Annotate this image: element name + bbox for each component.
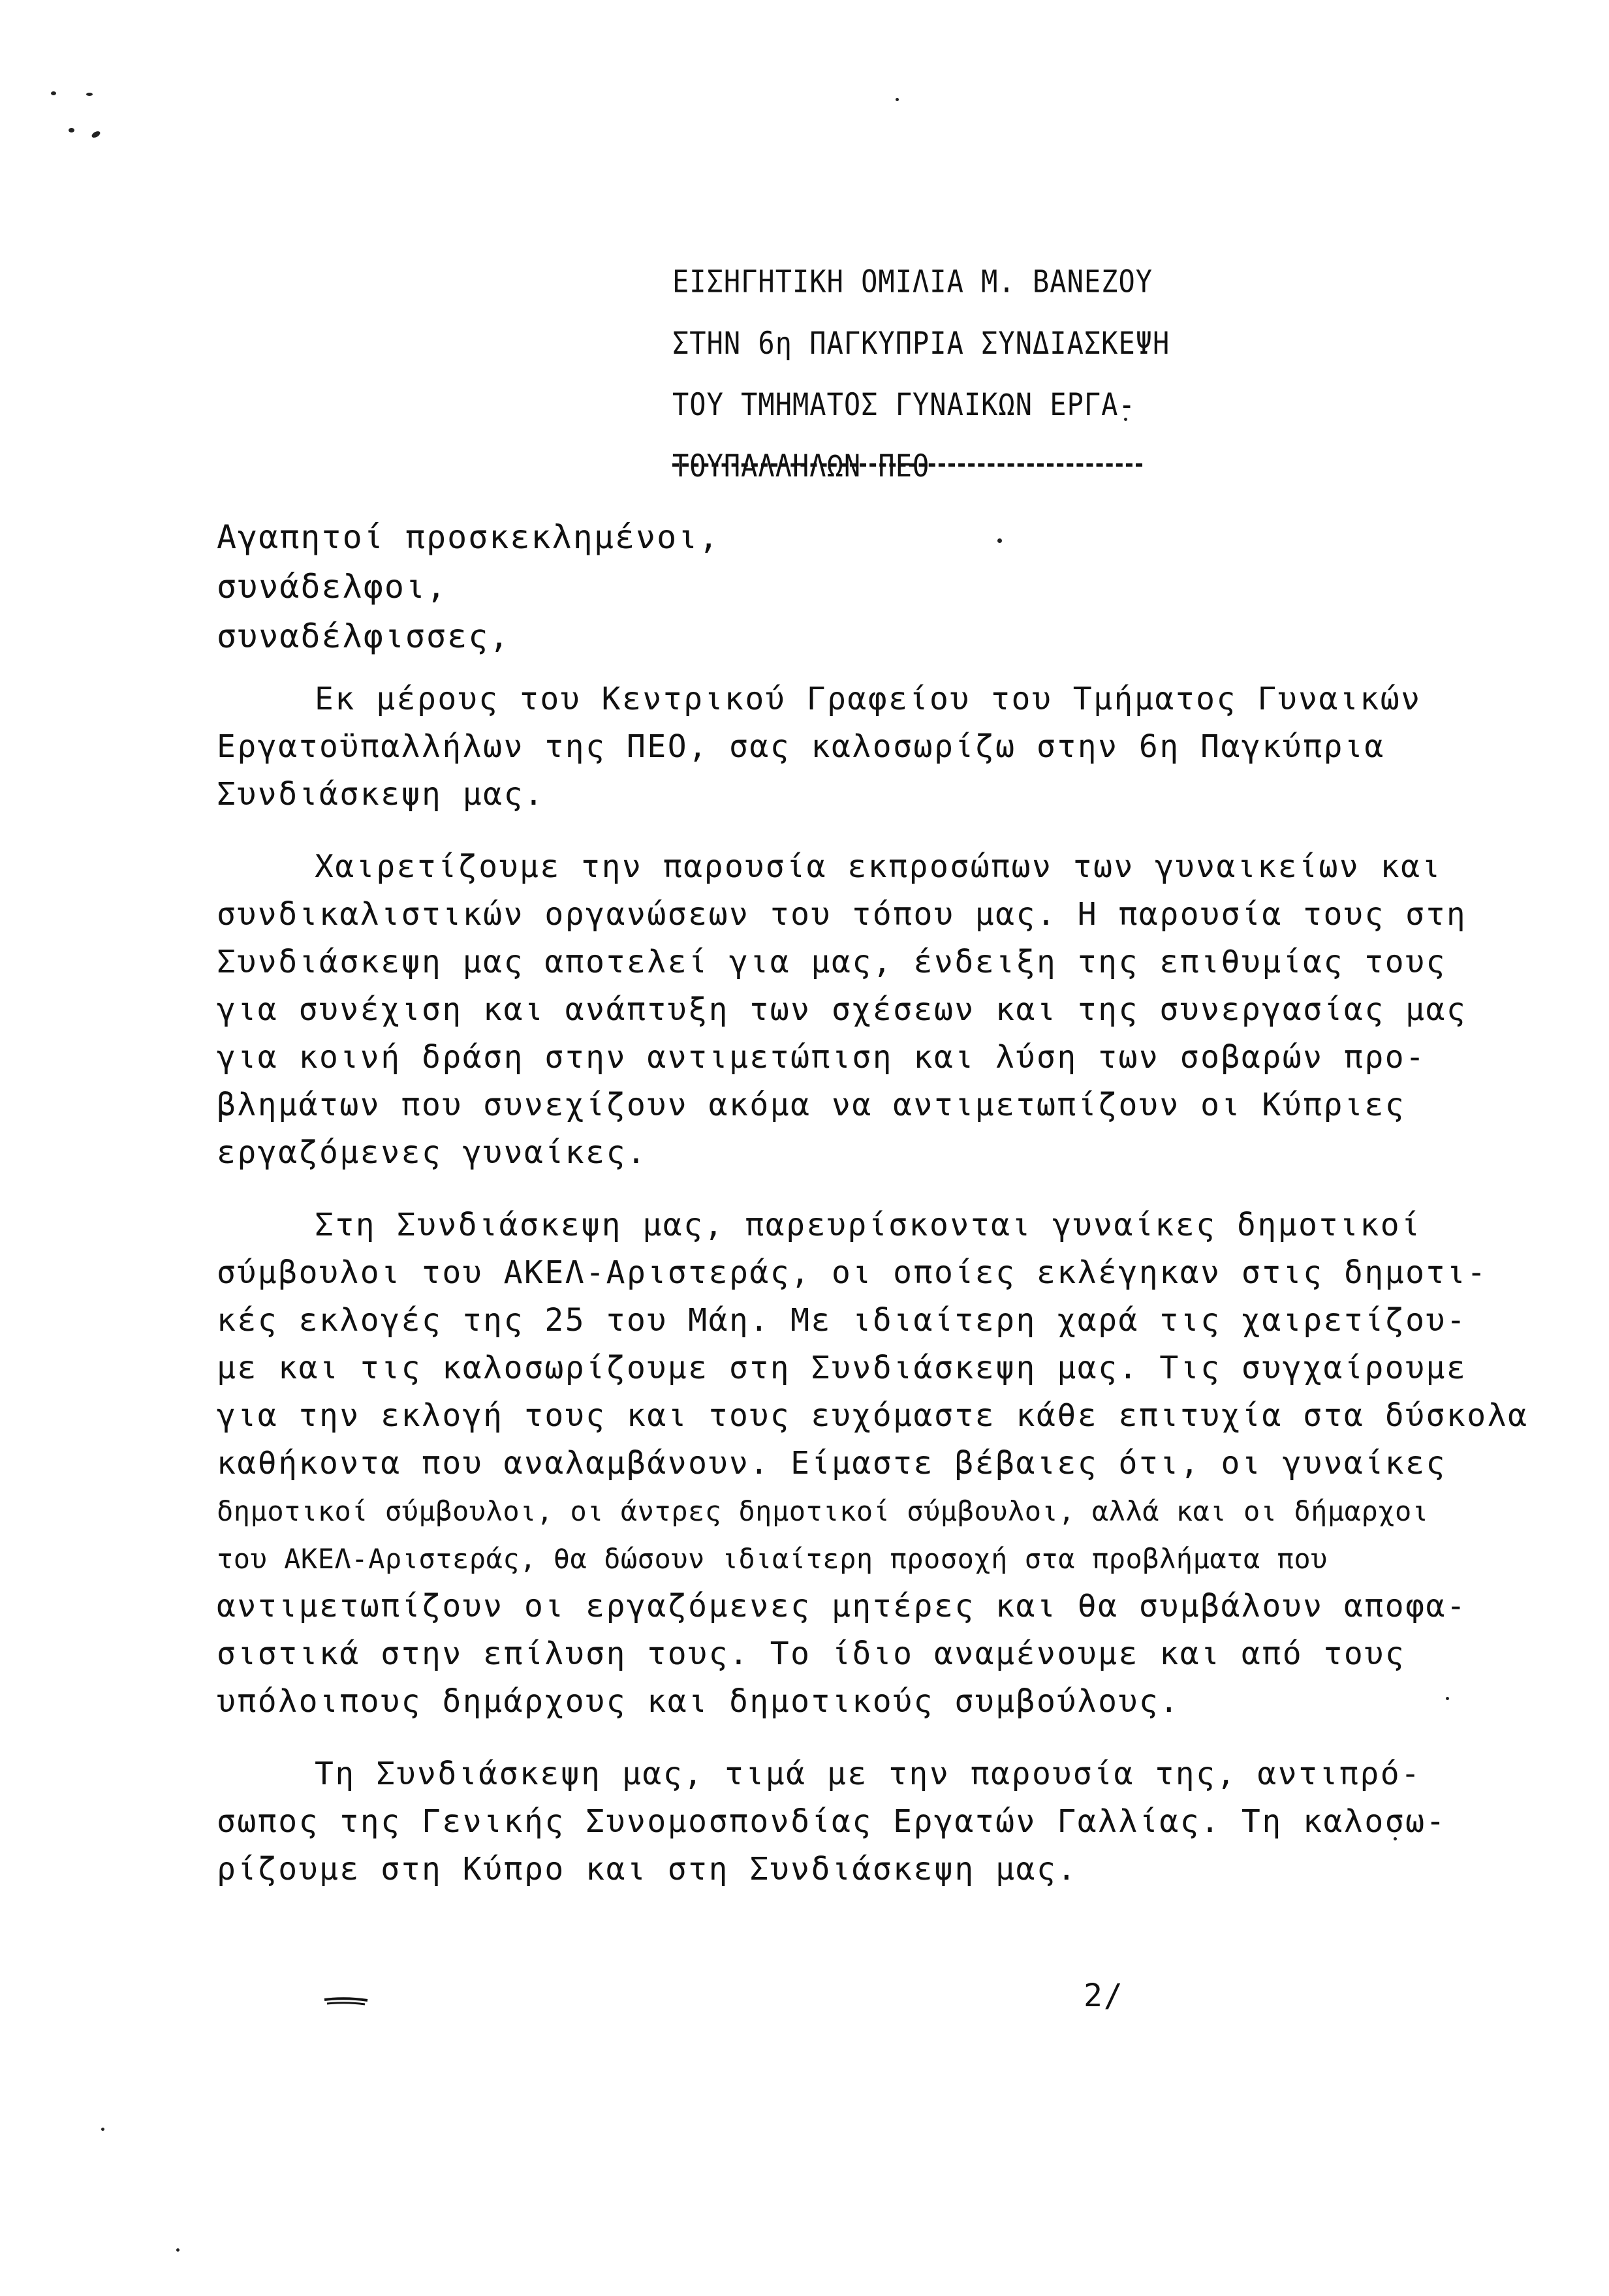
salutation-line: Αγαπητοί προσκεκλημένοι, — [217, 518, 720, 556]
paragraph-guest — [217, 1750, 1470, 1893]
footer-mark-icon — [323, 1997, 369, 2006]
salutation-line: συνάδελφοι, — [217, 568, 448, 606]
text-line: με και τις καλοσωρίζουμε στη Συνδιάσκεψη μας. Τις συγχαίρουμε — [217, 1350, 1467, 1386]
text-line: Στη Συνδιάσκεψη μας, παρευρίσκονται γυναίκες δημοτικοί — [315, 1207, 1422, 1243]
scan-speck — [91, 130, 101, 139]
scan-speck — [101, 2128, 104, 2131]
document-title — [672, 251, 1181, 497]
paragraph-organizations — [217, 843, 1470, 1177]
text-line: Συνδιάσκεψη μας. — [217, 776, 545, 813]
scan-speck — [997, 538, 1002, 543]
text-line: Εργατοϋπαλλήλων της ΠΕΟ, σας καλοσωρίζω στην 6η Παγκύπρια — [217, 728, 1385, 765]
text-line: για κοινή δράση στην αντιμετώπιση και λύση των σοβαρών προ- — [217, 1039, 1426, 1076]
text-line: εργαζόμενες γυναίκες. — [217, 1134, 648, 1171]
text-line: αντιμετωπίζουν οι εργαζόμενες μητέρες και θα συμβάλουν αποφα- — [217, 1588, 1467, 1624]
text-line: κές εκλογές της 25 του Μάη. Με ιδιαίτερη χαρά τις χαιρετίζου- — [217, 1302, 1467, 1339]
text-line: συνδικαλιστικών οργανώσεων του τόπου μας. Η παρουσία τους στη — [217, 896, 1467, 933]
text-line: βλημάτων που συνεχίζουν ακόμα να αντιμετωπίζουν οι Κύπριες — [217, 1087, 1406, 1123]
text-line: για συνέχιση και ανάπτυξη των σχέσεων και της συνεργασίας μας — [217, 991, 1467, 1028]
text-line: υπόλοιπους δημάρχους και δημοτικούς συμβούλους. — [217, 1683, 1180, 1720]
salutation-line: συναδέλφισσες, — [217, 617, 510, 655]
title-underline — [672, 463, 1142, 467]
title-line: ΤΟΥ ΤΜΗΜΑΤΟΣ ΓΥΝΑΙΚΩΝ ΕΡΓΑ- — [672, 386, 1136, 423]
scan-speck — [69, 128, 74, 132]
scan-speck — [51, 91, 56, 95]
text-line: του ΑΚΕΛ-Αριστεράς, θα δώσουν ιδιαίτερη προσοχή στα προβλήματα που — [217, 1543, 1328, 1575]
text-line: ρίζουμε στη Κύπρο και στη Συνδιάσκεψη μας. — [217, 1851, 1078, 1887]
paragraph-welcome — [217, 675, 1470, 818]
text-line: Συνδιάσκεψη μας αποτελεί για μας, ένδειξη της επιθυμίας τους — [217, 944, 1446, 980]
page-number: 2/ — [1084, 1978, 1124, 2014]
text-line: Χαιρετίζουμε την παρουσία εκπροσώπων των γυναικείων και — [315, 848, 1442, 885]
text-line: Τη Συνδιάσκεψη μας, τιμά με την παρουσία της, αντιπρό- — [315, 1756, 1422, 1792]
salutation — [217, 512, 719, 661]
text-line: σωπος της Γενικής Συνομοσπονδίας Εργατών Γαλλίας. Τη καλοσω- — [217, 1803, 1446, 1840]
scan-speck — [896, 98, 899, 101]
text-line: καθήκοντα που αναλαμβάνουν. Είμαστε βέβαιες ότι, οι γυναίκες — [217, 1445, 1446, 1482]
body-text — [217, 675, 1529, 1918]
text-line: δημοτικοί σύμβουλοι, οι άντρες δημοτικοί σύμβουλοι, αλλά και οι δήμαρχοι — [217, 1495, 1429, 1527]
text-line: για την εκλογή τους και τους ευχόμαστε κάθε επιτυχία στα δύσκολα — [217, 1397, 1529, 1434]
title-line: ΤΟΥΠΑΛΛΗΛΩΝ ΠΕΟ — [672, 448, 930, 484]
paragraph-councillors — [217, 1202, 1529, 1726]
title-line: ΣΤΗΝ 6η ΠΑΓΚΥΠΡΙΑ ΣΥΝΔΙΑΣΚΕΨΗ — [672, 325, 1170, 361]
text-line: σιστικά στην επίλυση τους. Το ίδιο αναμένουμε και από τους — [217, 1636, 1406, 1672]
title-line: ΕΙΣΗΓΗΤΙΚΗ ΟΜΙΛΙΑ Μ. ΒΑΝΕΖΟΥ — [672, 264, 1153, 300]
text-line: Εκ μέρους του Κεντρικού Γραφείου του Τμήματος Γυναικών — [315, 681, 1422, 717]
scan-speck — [86, 93, 93, 96]
text-line: σύμβουλοι του ΑΚΕΛ-Αριστεράς, οι οποίες εκλέγηκαν στις δημοτι- — [217, 1254, 1488, 1291]
scan-speck — [176, 2248, 180, 2252]
